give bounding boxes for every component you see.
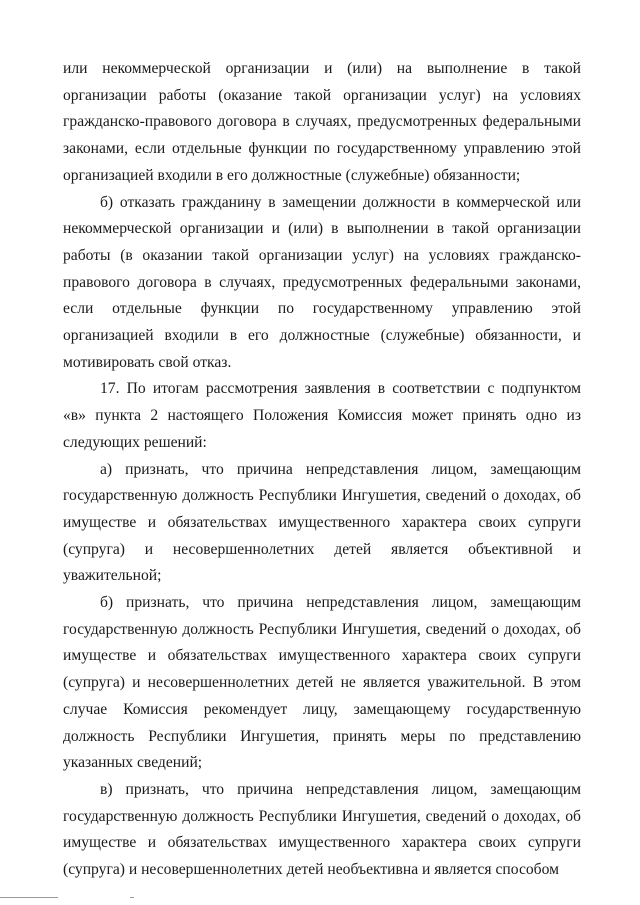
scan-artifact-line	[0, 897, 58, 898]
document-body	[63, 56, 581, 884]
paragraph-item-a: а) признать, что причина непредставления лицом, замещающим государственную должность Республики Ингушетия, сведений о доходах, об имуществе и обязательствах имущественного характера своих супруги (супруга) и несовершеннолетних детей является объективной и уважительной;	[63, 460, 581, 585]
paragraph-item-b: б) признать, что причина непредставления лицом, замещающим государственную должность Республики Ингушетия, сведений о доходах, об имуществе и обязательствах имущественного характера своих супруги (супруга) и несовершеннолетних детей не является уважительной. В этом случае Комиссия рекомендует лицу, замещающему государственную должность Республики Ингушетия, принять меры по представлению указанных сведений;	[63, 594, 581, 772]
paragraph-item-v: в) признать, что причина непредставления лицом, замещающим государственную должность Республики Ингушетия, сведений о доходах, об имуществе и обязательствах имущественного характера своих супруги (супруга) и несовершеннолетних детей необъективна и является способом	[63, 780, 581, 879]
paragraph-clause-17: 17. По итогам рассмотрения заявления в соответствии с подпунктом «в» пункта 2 настоящего Положения Комиссия может принять одно из следующих решений:	[63, 380, 581, 451]
paragraph-continuation: или некоммерческой организации и (или) на выполнение в такой организации работы (оказание такой организации услуг) на условиях гражданско-правового договора в случаях, предусмотренных федеральными законами, если отдельные функции по государственному управлению этой организацией входили в его должностные (служебные) обязанности;	[63, 60, 581, 184]
scan-artifact-line	[130, 897, 134, 898]
paragraph-item-b-refuse: б) отказать гражданину в замещении должности в коммерческой или некоммерческой организации и (или) в выполнении в такой организации работы (в оказании такой организации услуг) на условиях гражданско-правового договора в случаях, предусмотренных федеральными законами, если отдельные функции по государственному управлению этой организацией входили в его должностные (служебные) обязанности, и мотивировать свой отказ.	[63, 193, 581, 371]
